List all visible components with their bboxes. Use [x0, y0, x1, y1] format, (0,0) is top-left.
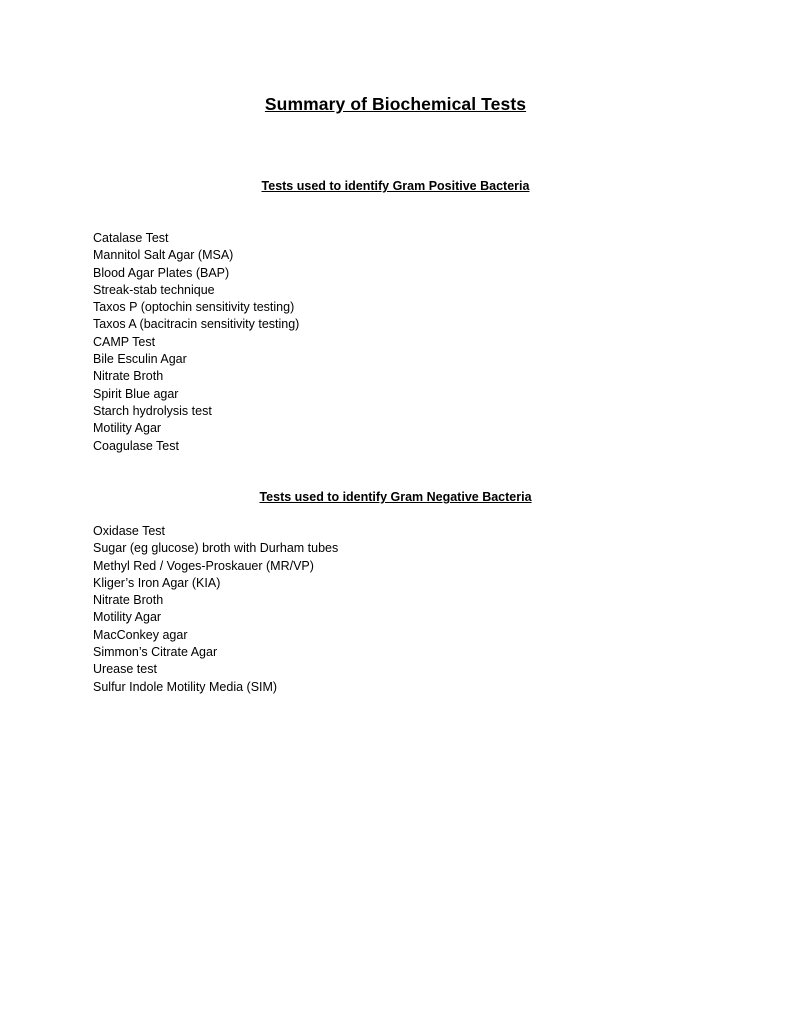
- list-item: Urease test: [93, 662, 157, 677]
- list-item: Simmon’s Citrate Agar: [93, 645, 218, 660]
- list-item: Mannitol Salt Agar (MSA): [93, 248, 234, 263]
- list-item: Methyl Red / Voges-Proskauer (MR/VP): [93, 558, 314, 573]
- list-item: Sulfur Indole Motility Media (SIM): [93, 679, 278, 694]
- gram-positive-test-list: [93, 230, 299, 455]
- list-item: Streak-stab technique: [93, 282, 215, 297]
- page-title: Summary of Biochemical Tests: [264, 94, 527, 114]
- list-item: Taxos P (optochin sensitivity testing): [93, 300, 295, 315]
- list-item: Nitrate Broth: [93, 369, 164, 384]
- list-item: Sugar (eg glucose) broth with Durham tubes: [93, 541, 339, 556]
- list-item: Starch hydrolysis test: [93, 403, 212, 418]
- list-item: Blood Agar Plates (BAP): [93, 265, 230, 280]
- list-item: Catalase Test: [93, 231, 169, 245]
- list-item: Bile Esculin Agar: [93, 352, 187, 367]
- list-item: Kliger’s Iron Agar (KIA): [93, 575, 221, 590]
- list-item: MacConkey agar: [93, 627, 188, 642]
- list-item: Coagulase Test: [93, 438, 179, 453]
- list-item: Taxos A (bacitracin sensitivity testing): [93, 317, 300, 332]
- list-item: Nitrate Broth: [93, 593, 164, 608]
- list-item: CAMP Test: [93, 334, 156, 349]
- list-item: Motility Agar: [93, 421, 162, 436]
- section-heading-gram-positive: Tests used to identify Gram Positive Bacteria: [261, 179, 530, 193]
- gram-negative-test-list: [93, 523, 338, 696]
- section-heading-gram-negative: Tests used to identify Gram Negative Bacteria: [259, 490, 532, 504]
- list-item: Oxidase Test: [93, 524, 166, 538]
- list-item: Spirit Blue agar: [93, 386, 179, 401]
- list-item: Motility Agar: [93, 610, 162, 625]
